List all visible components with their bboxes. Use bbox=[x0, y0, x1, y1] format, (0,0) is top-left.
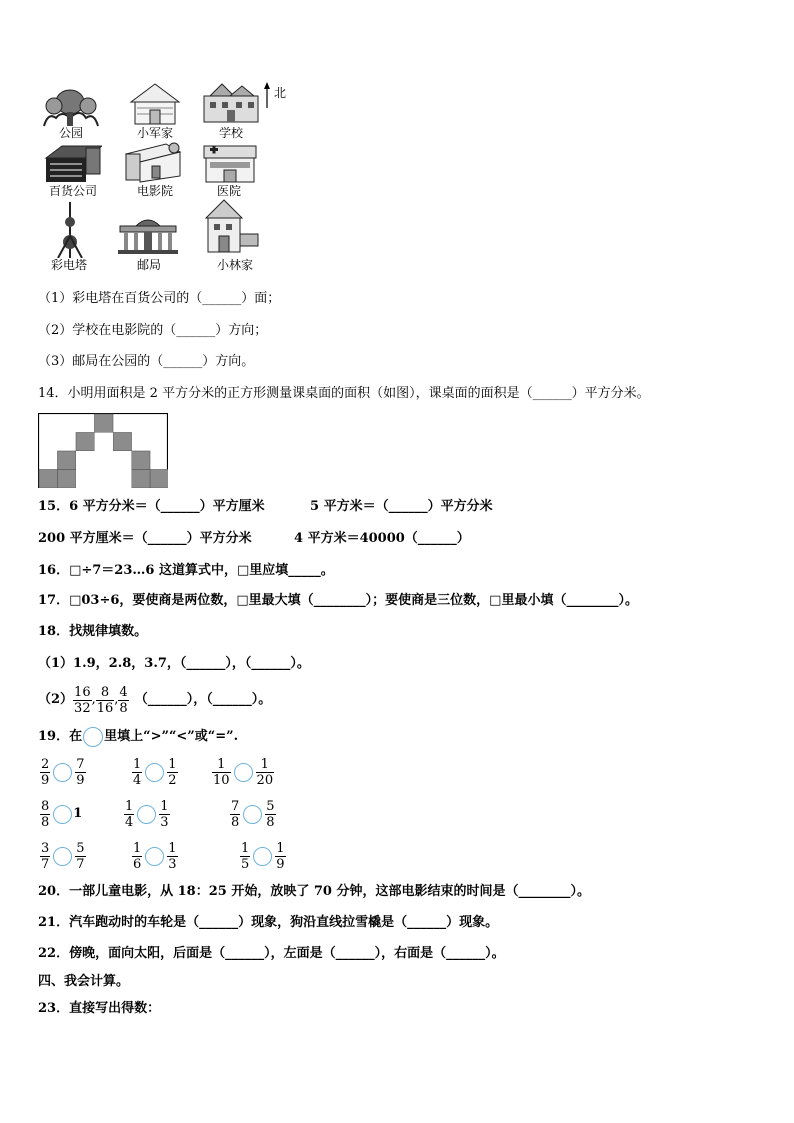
place-label-hospital: 医院 bbox=[216, 184, 241, 198]
q18-sub2: （2） $\frac{16}{32}$ , $\frac{8}{16}$ , $\frac{4}{8}$ （______），（______）。 bbox=[38, 684, 272, 716]
grid-square bbox=[58, 470, 77, 489]
grid-square bbox=[113, 433, 132, 452]
place-label-xiaolin-home: 小林家 bbox=[216, 258, 253, 272]
compare-circle-icon bbox=[83, 727, 103, 747]
grid-square bbox=[39, 470, 58, 489]
q19-item: $\frac{1}{5}$ $\frac{1}{9}$ bbox=[241, 840, 285, 872]
q18-sub2-suffix: （______），（______）。 bbox=[134, 692, 272, 707]
q18-sub1: （1）1.9，2.8，3.7，（______），（______）。 bbox=[38, 656, 310, 671]
grid-square bbox=[132, 470, 151, 489]
q21-text: 21．汽车跑动时的车轮是（______）现象，狗沿直线拉雪橇是（______）现象。 bbox=[38, 915, 499, 930]
q18-title: 18．找规律填数。 bbox=[38, 624, 148, 639]
department-store-icon bbox=[42, 142, 102, 184]
fraction: $\frac{8}{16}$ bbox=[96, 684, 114, 716]
grid-square bbox=[132, 451, 151, 470]
place-label-cinema: 电影院 bbox=[136, 184, 173, 198]
fraction: $\frac{16}{32}$ bbox=[74, 684, 91, 716]
place-label-tv-tower: 彩电塔 bbox=[50, 258, 87, 272]
grid-square bbox=[76, 433, 95, 452]
q17-text: 17．□03÷6，要使商是两位数，□里最大填（________）；要使商是三位数，□里最小填（________）。 bbox=[38, 593, 638, 608]
house-icon bbox=[129, 82, 181, 126]
q19-item: $\frac{8}{8}$ 1 bbox=[41, 798, 83, 830]
answer-circle[interactable] bbox=[53, 805, 72, 824]
q19-item: $\frac{7}{8}$ $\frac{5}{8}$ bbox=[231, 798, 275, 830]
grid-blank bbox=[113, 470, 132, 489]
grid-square bbox=[150, 470, 168, 489]
school-icon bbox=[200, 80, 262, 126]
grid-blank bbox=[113, 451, 132, 470]
hospital-icon bbox=[202, 140, 258, 184]
answer-circle[interactable] bbox=[145, 763, 164, 782]
q15-line2-a: 200 平方厘米＝（______）平方分米 bbox=[38, 531, 252, 546]
grid-blank bbox=[95, 470, 114, 489]
north-label: 北 bbox=[274, 86, 287, 100]
grid-blank bbox=[76, 451, 95, 470]
grid-blank bbox=[76, 470, 95, 489]
place-label-department-store: 百货公司 bbox=[48, 184, 97, 198]
park-icon bbox=[40, 84, 102, 128]
q13-sub1: （1）彩电塔在百货公司的（______）面； bbox=[38, 291, 281, 306]
section4-heading: 四、我会计算。 bbox=[38, 974, 130, 989]
answer-circle[interactable] bbox=[234, 763, 253, 782]
place-label-school: 学校 bbox=[218, 126, 243, 140]
q15-line1-b: 5 平方米＝（______）平方分米 bbox=[310, 499, 493, 514]
q15-line1-a: 15．6 平方分米＝（______）平方厘米 bbox=[38, 499, 265, 514]
answer-circle[interactable] bbox=[145, 847, 164, 866]
desk-grid-figure bbox=[38, 413, 168, 492]
q16-text: 16．□÷7＝23…6 这道算式中，□里应填_____。 bbox=[38, 563, 334, 578]
q19-item: $\frac{1}{4}$ $\frac{1}{3}$ bbox=[125, 798, 169, 830]
place-label-xiaojun-home: 小军家 bbox=[136, 126, 173, 140]
grid-square bbox=[58, 451, 77, 470]
q19-item: $\frac{1}{10}$ $\frac{1}{20}$ bbox=[213, 756, 274, 788]
post-office-icon bbox=[116, 212, 180, 254]
q19-item: $\frac{1}{6}$ $\frac{1}{3}$ bbox=[133, 840, 177, 872]
grid-square bbox=[95, 414, 114, 433]
place-map bbox=[36, 78, 306, 278]
q19-item: $\frac{2}{9}$ $\frac{7}{9}$ bbox=[41, 756, 85, 788]
q19-title: 19．在 里填上“>”“<”或“=”. bbox=[38, 727, 238, 747]
q14-text: 14．小明用面积是 2 平方分米的正方形测量课桌面的面积（如图），课桌面的面积是（______）平方分米。 bbox=[38, 386, 650, 401]
q18-sub2-prefix: （2） bbox=[38, 692, 74, 707]
answer-circle[interactable] bbox=[243, 805, 262, 824]
q22-text: 22．傍晚，面向太阳，后面是（______），左面是（______），右面是（______）。 bbox=[38, 946, 505, 961]
fraction: $\frac{4}{8}$ bbox=[119, 684, 128, 716]
tv-tower-icon bbox=[50, 202, 90, 258]
grid-blank bbox=[95, 451, 114, 470]
q15-line2-b: 4 平方米＝40000（______） bbox=[294, 531, 470, 546]
q20-text: 20．一部儿童电影，从 18：25 开始，放映了 70 分钟，这部电影结束的时间是（________）。 bbox=[38, 884, 590, 899]
grid-blank bbox=[95, 433, 114, 452]
q13-sub2: （2）学校在电影院的（______）方向； bbox=[38, 323, 268, 338]
north-arrow bbox=[264, 82, 294, 108]
answer-circle[interactable] bbox=[253, 847, 272, 866]
cinema-icon bbox=[122, 142, 184, 184]
xiaolin-home-icon bbox=[202, 198, 260, 256]
q23-text: 23．直接写出得数： bbox=[38, 1001, 161, 1016]
q19-item: $\frac{3}{7}$ $\frac{5}{7}$ bbox=[41, 840, 85, 872]
answer-circle[interactable] bbox=[53, 847, 72, 866]
place-label-post-office: 邮局 bbox=[136, 258, 161, 272]
place-label-park: 公园 bbox=[58, 126, 83, 140]
answer-circle[interactable] bbox=[137, 805, 156, 824]
answer-circle[interactable] bbox=[53, 763, 72, 782]
q19-item: $\frac{1}{4}$ $\frac{1}{2}$ bbox=[133, 756, 177, 788]
q13-sub3: （3）邮局在公园的（______）方向。 bbox=[38, 354, 255, 369]
